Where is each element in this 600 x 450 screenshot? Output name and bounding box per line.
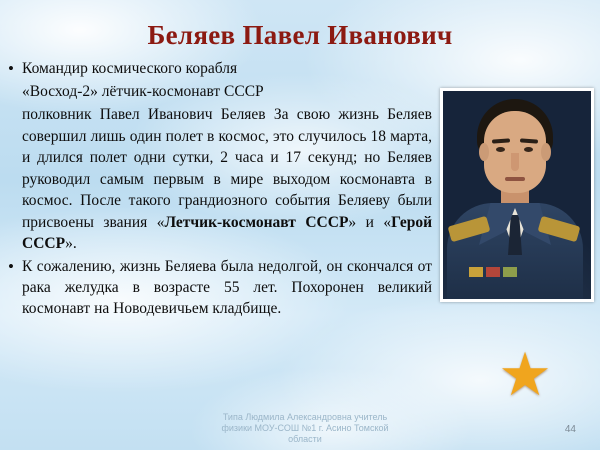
eye-left [496,147,505,152]
star-icon: ★ [498,342,552,408]
biography-text-mid: » и « [348,213,392,231]
footer-line-3: области [288,434,322,444]
bullet-icon: • [8,256,14,276]
ear-left [479,143,489,161]
eye-right [524,147,533,152]
footer-line-2: физики МОУ-СОШ №1 г. Асино Томской [221,423,389,433]
list-item-label: «Восход-2» лётчик-космонавт СССР [22,83,264,100]
medal-ribbon [503,267,517,277]
page-number: 44 [564,424,576,435]
footer-credit [170,412,440,445]
list-item [8,256,432,319]
biography-paragraph [8,104,432,255]
bullet-icon: • [8,59,14,78]
biography-text-end: ». [65,235,77,252]
portrait-photo [440,88,594,302]
slide-body [8,58,432,321]
medal-ribbon [469,267,483,277]
title-letchik-kosmonavt: Летчик-космонавт СССР [164,213,349,231]
death-paragraph: К сожалению, жизнь Беляева была недолгой, он скончался от рака желудка в возрасте 55 лет. Похоронен великий космонавт на Новодевичьем кладбище. [22,257,432,317]
mouth [505,177,525,181]
medal-ribbon [486,267,500,277]
portrait-background [443,91,591,299]
biography-text-part1: полковник Павел Иванович Беляев За свою жизнь Беляев совершил лишь один полет в космос, это случилось 18 марта, и длился полет одни сутки, 2 часа и 17 секунд; но Беляев руководил самым первым в мире выходом космонавта в космос. После такого грандиозного события Беляеву были присвоены звания « [22,106,432,231]
list-item-label: Командир космического корабля [22,60,238,77]
ear-right [541,143,551,161]
title-geroy-sssr: Герой СССР [22,213,433,252]
list-item [8,81,432,102]
footer-line-1: Типа Людмила Александровна учитель [222,412,388,422]
nose [511,153,519,171]
page-title: Беляев Павел Иванович [147,20,453,50]
list-item [8,58,432,79]
